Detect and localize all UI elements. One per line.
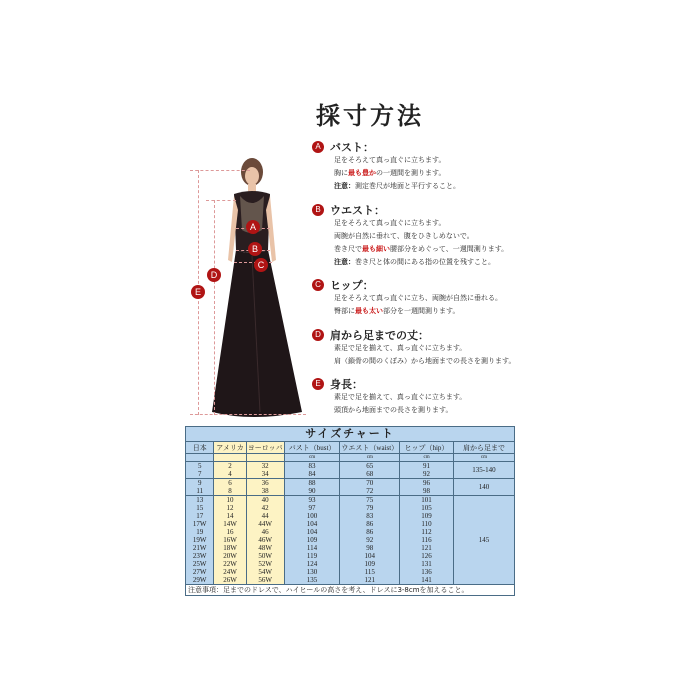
section-line bbox=[334, 154, 460, 167]
section-badge: E bbox=[312, 378, 324, 390]
cell-value: 40 bbox=[261, 496, 269, 504]
cell-value: 100 bbox=[306, 512, 318, 520]
cell-value: 72 bbox=[366, 487, 374, 495]
cell-value: 16 bbox=[226, 528, 234, 536]
line-text: 素足で足を揃えて、真っ直ぐに立ちます。 bbox=[334, 393, 467, 401]
table-cell bbox=[340, 462, 400, 479]
cell-value: 112 bbox=[421, 528, 432, 536]
cell-value: 10 bbox=[226, 496, 234, 504]
bust-marker: A bbox=[246, 220, 260, 234]
cell-value: 16W bbox=[223, 536, 237, 544]
col-header-eu: ヨーロッパ bbox=[247, 443, 283, 452]
line-text: 測定巻尺が地面と平行すること。 bbox=[355, 182, 460, 190]
cell-value: 5 bbox=[197, 462, 202, 470]
table-cell bbox=[284, 496, 340, 585]
cell-value: 105 bbox=[421, 504, 432, 512]
hip-marker: C bbox=[254, 258, 268, 272]
line-text: 素足で足を揃えて、真っ直ぐに立ちます。 bbox=[334, 344, 467, 352]
section-line bbox=[334, 391, 466, 404]
cell-value: 83 bbox=[366, 512, 374, 520]
cell-value: 121 bbox=[364, 576, 376, 584]
cell-value: 56W bbox=[258, 576, 272, 584]
cell-value: 42 bbox=[261, 504, 269, 512]
cell-value: 84 bbox=[308, 470, 316, 478]
line-text: 両腕が自然に垂れて、腹をひきしめないで。 bbox=[334, 232, 474, 240]
cell-value: 109 bbox=[364, 560, 376, 568]
cell-value: 110 bbox=[421, 520, 432, 528]
section-title: バスト： bbox=[330, 141, 374, 154]
line-text: 足をそろえて真っ直ぐに立ち、両腕が自然に垂れる。 bbox=[334, 294, 502, 302]
page-title: 採寸方法 bbox=[316, 101, 424, 130]
section-line bbox=[334, 355, 515, 368]
table-cell bbox=[186, 496, 214, 585]
line-text: 臀部に bbox=[334, 307, 355, 315]
section-badge: B bbox=[312, 204, 324, 216]
section-title: ヒップ： bbox=[330, 279, 374, 292]
line-text: 腰部分をめぐって、一週間測ります。 bbox=[390, 245, 509, 253]
emphasis-text: 最も細い bbox=[362, 245, 390, 253]
section-heading bbox=[312, 140, 460, 154]
section-line bbox=[334, 180, 460, 193]
cell-value: 34 bbox=[261, 470, 269, 478]
table-row bbox=[186, 462, 515, 479]
cell-value: 116 bbox=[421, 536, 432, 544]
cell-value: 68 bbox=[366, 470, 374, 478]
cell-value: 36 bbox=[261, 479, 269, 487]
cell-value: 86 bbox=[366, 528, 374, 536]
section-title: 肩から足までの丈： bbox=[330, 329, 429, 342]
cell-value: 104 bbox=[306, 528, 318, 536]
line-text: 注意： bbox=[334, 182, 355, 190]
table-cell bbox=[284, 462, 340, 479]
line-text: の一週間を測ります。 bbox=[376, 169, 446, 177]
table-cell bbox=[246, 479, 284, 496]
table-cell bbox=[340, 496, 400, 585]
cell-value: 91 bbox=[423, 462, 431, 470]
section-line bbox=[334, 217, 508, 230]
cell-value: 15 bbox=[196, 504, 204, 512]
dress-illustration bbox=[190, 150, 310, 420]
line-text: 頭頂から地面までの長さを測ります。 bbox=[334, 406, 453, 414]
cell-value: 130 bbox=[306, 568, 318, 576]
table-row bbox=[186, 479, 515, 496]
table-cell bbox=[214, 479, 246, 496]
cell-value: 88 bbox=[308, 479, 316, 487]
line-text: 巻き尺と体の間にある指の位置を残すこと。 bbox=[355, 258, 495, 266]
cell-value: 25W bbox=[192, 560, 207, 568]
section-line bbox=[334, 243, 508, 256]
cell-value: 19W bbox=[192, 536, 207, 544]
shoulder-to-floor-marker: D bbox=[207, 268, 221, 282]
table-cell bbox=[186, 479, 214, 496]
cell-value: 26W bbox=[223, 576, 237, 584]
cell-value: 44W bbox=[258, 520, 272, 528]
table-cell bbox=[284, 479, 340, 496]
cell-value: 75 bbox=[366, 496, 374, 504]
size-chart-table bbox=[185, 426, 515, 585]
cell-value: 38 bbox=[261, 487, 269, 495]
cell-value: 52W bbox=[258, 560, 272, 568]
cell-value: 14W bbox=[223, 520, 237, 528]
cell-value: 4 bbox=[228, 470, 232, 478]
section-line bbox=[334, 256, 508, 269]
waist-marker: B bbox=[248, 242, 262, 256]
line-text: 足をそろえて真っ直ぐに立ちます。 bbox=[334, 156, 446, 164]
cell-value: 48W bbox=[258, 544, 272, 552]
line-text: 胸に bbox=[334, 169, 348, 177]
table-cell bbox=[400, 496, 454, 585]
section-line bbox=[334, 292, 502, 305]
section-badge: D bbox=[312, 329, 324, 341]
cell-value: 22W bbox=[223, 560, 237, 568]
col-header-hip: ヒップ（hip） bbox=[400, 442, 454, 454]
cell-value: 20W bbox=[223, 552, 237, 560]
section-badge: C bbox=[312, 279, 324, 291]
cell-value: 109 bbox=[421, 512, 432, 520]
cell-value: 9 bbox=[197, 479, 202, 487]
measure-section bbox=[312, 328, 515, 368]
cell-value: 92 bbox=[423, 470, 431, 478]
cell-value: 98 bbox=[423, 487, 431, 495]
cell-value: 101 bbox=[421, 496, 432, 504]
table-cell bbox=[186, 462, 214, 479]
cell-value: 24W bbox=[223, 568, 237, 576]
cell-value: 12 bbox=[226, 504, 234, 512]
cell-value: 14 bbox=[226, 512, 234, 520]
line-text: 肩（鎖骨の間のくぼみ）から地面までの長さを測ります。 bbox=[334, 357, 516, 365]
section-line bbox=[334, 342, 515, 355]
section-title: 身長： bbox=[330, 378, 363, 391]
length-cell: 140 bbox=[453, 479, 514, 496]
line-text: 足をそろえて真っ直ぐに立ちます。 bbox=[334, 219, 446, 227]
cell-value: 126 bbox=[421, 552, 432, 560]
cell-value: 27W bbox=[192, 568, 207, 576]
size-chart-note: 注意事項：足までのドレスで、ハイヒールの高さを考え、ドレスに3-8cmを加えること。 bbox=[185, 585, 515, 596]
model-figure bbox=[190, 150, 310, 420]
cell-value: 65 bbox=[366, 462, 374, 470]
cell-value: 141 bbox=[421, 576, 432, 584]
table-cell bbox=[214, 496, 246, 585]
cell-value: 6 bbox=[228, 479, 232, 487]
col-header-bust: バスト（bust） bbox=[284, 442, 340, 454]
cell-value: 19 bbox=[196, 528, 204, 536]
cell-value: 92 bbox=[366, 536, 374, 544]
table-cell bbox=[400, 462, 454, 479]
cell-value: 96 bbox=[423, 479, 431, 487]
line-text: 注意： bbox=[334, 258, 355, 266]
cell-value: 2 bbox=[228, 462, 232, 470]
cell-value: 18W bbox=[223, 544, 237, 552]
cell-value: 114 bbox=[306, 544, 318, 552]
section-heading bbox=[312, 328, 515, 342]
emphasis-text: 最も豊か bbox=[348, 169, 376, 177]
cell-value: 98 bbox=[366, 544, 374, 552]
unit-cell: cm bbox=[284, 454, 340, 462]
cell-value: 104 bbox=[364, 552, 376, 560]
cell-value: 97 bbox=[308, 504, 316, 512]
table-cell bbox=[400, 479, 454, 496]
cell-value: 115 bbox=[364, 568, 375, 576]
cell-value: 11 bbox=[196, 487, 204, 495]
col-header-us: アメリカ bbox=[214, 442, 246, 454]
section-title: ウエスト： bbox=[330, 204, 385, 217]
cell-value: 70 bbox=[366, 479, 374, 487]
section-line bbox=[334, 305, 502, 318]
cell-value: 121 bbox=[421, 544, 432, 552]
cell-value: 17 bbox=[196, 512, 204, 520]
cell-value: 124 bbox=[306, 560, 318, 568]
section-line bbox=[334, 404, 466, 417]
cell-value: 136 bbox=[421, 568, 432, 576]
cell-value: 29W bbox=[192, 576, 207, 584]
cell-value: 135 bbox=[306, 576, 318, 584]
section-line bbox=[334, 230, 508, 243]
length-cell: 135-140 bbox=[453, 462, 514, 479]
unit-cell: cm bbox=[340, 454, 400, 462]
col-header-length: 肩から足まで bbox=[453, 442, 514, 454]
cell-value: 23W bbox=[192, 552, 207, 560]
unit-cell: cm bbox=[400, 454, 454, 462]
cell-value: 44 bbox=[261, 512, 269, 520]
cell-value: 86 bbox=[366, 520, 374, 528]
length-cell: 145 bbox=[453, 496, 514, 585]
table-cell bbox=[246, 462, 284, 479]
measure-section bbox=[312, 278, 502, 318]
table-row bbox=[186, 496, 515, 585]
cell-value: 119 bbox=[306, 552, 318, 560]
cell-value: 90 bbox=[308, 487, 316, 495]
cell-value: 46 bbox=[261, 528, 269, 536]
cell-value: 104 bbox=[306, 520, 318, 528]
cell-value: 32 bbox=[261, 462, 269, 470]
line-text: 部分を一週間測ります。 bbox=[383, 307, 460, 315]
cell-value: 17W bbox=[192, 520, 207, 528]
section-heading bbox=[312, 377, 466, 391]
emphasis-text: 最も太い bbox=[355, 307, 383, 315]
section-line bbox=[334, 167, 460, 180]
cell-value: 46W bbox=[258, 536, 272, 544]
col-header-waist: ウエスト（waist） bbox=[341, 443, 399, 452]
cell-value: 7 bbox=[197, 470, 202, 478]
height-marker: E bbox=[191, 285, 205, 299]
cell-value: 109 bbox=[306, 536, 318, 544]
cell-value: 79 bbox=[366, 504, 374, 512]
section-heading bbox=[312, 203, 508, 217]
col-header-japan: 日本 bbox=[186, 442, 214, 454]
cell-value: 93 bbox=[308, 496, 316, 504]
unit-row bbox=[186, 454, 515, 462]
cell-value: 83 bbox=[308, 462, 316, 470]
table-cell bbox=[214, 462, 246, 479]
cell-value: 8 bbox=[228, 487, 232, 495]
section-heading bbox=[312, 278, 502, 292]
cell-value: 54W bbox=[258, 568, 272, 576]
size-chart-header-row bbox=[186, 442, 515, 454]
measure-section bbox=[312, 140, 460, 193]
cell-value: 131 bbox=[421, 560, 432, 568]
size-chart bbox=[185, 426, 515, 596]
cell-value: 13 bbox=[196, 496, 204, 504]
unit-cell: cm bbox=[453, 454, 514, 462]
section-badge: A bbox=[312, 141, 324, 153]
measure-section bbox=[312, 377, 466, 417]
cell-value: 21W bbox=[192, 544, 207, 552]
table-cell bbox=[340, 479, 400, 496]
table-cell bbox=[246, 496, 284, 585]
size-chart-caption: サイズチャート bbox=[186, 427, 515, 442]
measure-section bbox=[312, 203, 508, 269]
cell-value: 50W bbox=[258, 552, 272, 560]
line-text: 巻き尺で bbox=[334, 245, 362, 253]
